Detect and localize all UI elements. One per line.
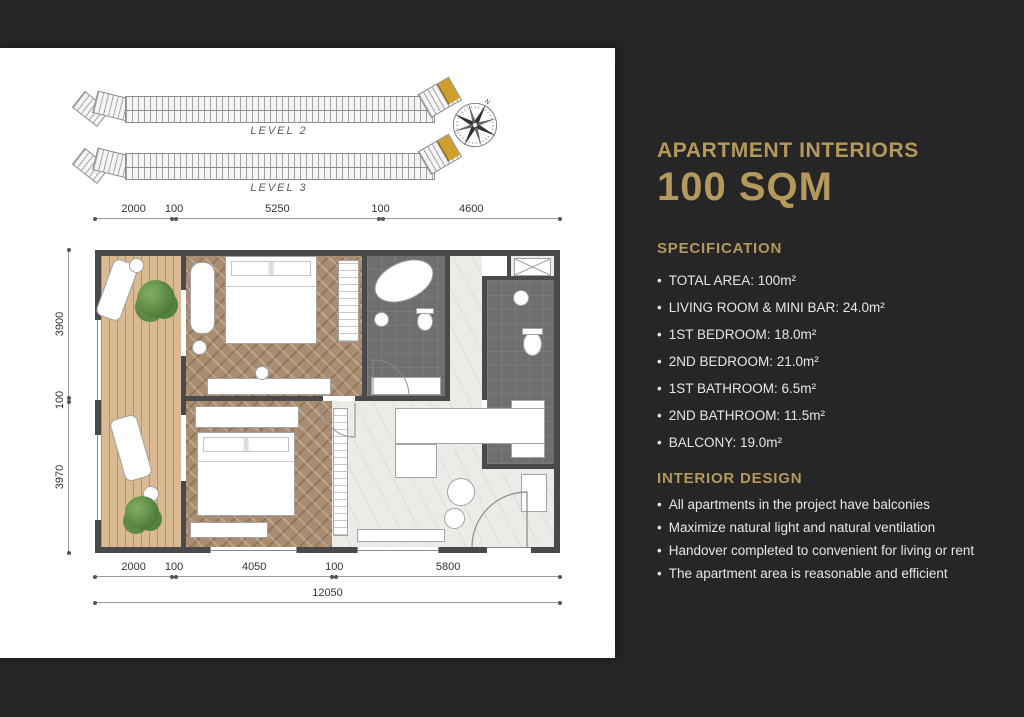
page-title: APARTMENT INTERIORS (657, 139, 919, 162)
bullet-icon: • (657, 408, 662, 423)
dim-label: 3900 (54, 311, 66, 337)
dim-label: 12050 (312, 587, 343, 599)
bedroom-door-arc (319, 401, 357, 439)
specification-list (657, 267, 997, 456)
spec-item (657, 294, 997, 321)
dim-label: 100 (54, 390, 66, 410)
bullet-icon: • (657, 566, 662, 581)
dimension-line-bottom (95, 560, 560, 577)
bed-2 (197, 432, 295, 516)
interior-design-list (657, 493, 997, 585)
compass-north-label: N (483, 98, 491, 107)
dimension-line-top (95, 202, 560, 219)
bullet-icon: • (657, 381, 662, 396)
spec-item (657, 402, 997, 429)
sink (374, 312, 389, 327)
window (357, 547, 439, 553)
wall (445, 256, 450, 396)
info-panel (657, 139, 997, 585)
design-item-text: All apartments in the project have balconies (668, 497, 930, 512)
level-label: LEVEL 2 (250, 125, 308, 137)
design-item-text: Handover completed to convenient for living or rent (668, 543, 975, 558)
dim-segment (336, 560, 560, 576)
compass-rose-icon (448, 98, 502, 152)
wall (554, 250, 560, 553)
bed-1 (225, 256, 317, 344)
spec-item-text: 2ND BATHROOM: 11.5m² (668, 408, 826, 423)
bathroom-door-arc (371, 358, 411, 398)
hallway (450, 256, 482, 401)
spec-item-text: TOTAL AREA: 100m² (668, 273, 797, 288)
spec-item-text: 2ND BEDROOM: 21.0m² (668, 354, 819, 369)
sofa-chaise (395, 444, 437, 478)
design-item (657, 562, 997, 585)
dim-segment (95, 202, 172, 218)
wall (95, 250, 560, 256)
dim-segment (52, 402, 68, 553)
spec-item (657, 348, 997, 375)
sofa-bench (195, 406, 299, 428)
dim-segment (52, 250, 68, 398)
dimension-line-left (52, 250, 69, 553)
dim-label: 5800 (435, 561, 461, 573)
apartment-floorplan (95, 250, 560, 553)
specification-heading: SPECIFICATION (657, 240, 783, 257)
bullet-icon: • (657, 543, 662, 558)
spec-item-text: 1ST BEDROOM: 18.0m² (668, 327, 817, 342)
sink (513, 290, 529, 306)
wall (482, 464, 554, 469)
bullet-icon: • (657, 435, 662, 450)
dim-label: 100 (164, 561, 184, 573)
building-strip (125, 96, 435, 123)
specification-section (657, 240, 997, 456)
spec-item (657, 375, 997, 402)
design-item-text: Maximize natural light and natural ventilation (668, 520, 936, 535)
level-3-diagram (55, 151, 485, 197)
dim-label: 3970 (54, 465, 66, 490)
x-rack-icon (515, 259, 550, 275)
spec-item (657, 429, 997, 456)
floorplan-card (0, 48, 615, 658)
dim-label: 4600 (458, 203, 484, 215)
design-item (657, 493, 997, 516)
sliding-door (181, 415, 186, 481)
wall (507, 256, 511, 278)
wall (362, 256, 367, 396)
bullet-icon: • (657, 300, 662, 315)
bullet-icon: • (657, 327, 662, 342)
chaise-chair (190, 262, 215, 334)
spec-item-text: BALCONY: 19.0m² (668, 435, 783, 450)
dim-segment (95, 586, 560, 602)
entry-door-arc (431, 488, 535, 550)
window (95, 435, 101, 520)
toilet (417, 312, 433, 331)
interior-design-heading: INTERIOR DESIGN (657, 470, 803, 487)
plant (137, 280, 175, 318)
sofa (395, 408, 545, 444)
dim-label: 100 (325, 561, 344, 573)
wardrobe (338, 260, 359, 342)
toilet (523, 332, 542, 356)
plant (125, 496, 159, 530)
desk-chair (255, 366, 269, 380)
dim-label: 4050 (241, 561, 267, 573)
dim-label: 2000 (121, 561, 146, 573)
side-table (129, 258, 144, 273)
design-item (657, 516, 997, 539)
building-strip (125, 153, 435, 180)
spec-item-text: LIVING ROOM & MINI BAR: 24.0m² (668, 300, 885, 315)
bullet-icon: • (657, 273, 662, 288)
sliding-door (181, 290, 186, 356)
design-item (657, 539, 997, 562)
level-diagrams (55, 94, 485, 204)
dim-segment (176, 560, 332, 576)
design-item-text: The apartment area is reasonable and efficient (668, 566, 948, 581)
window (95, 320, 101, 400)
dim-label: 5250 (265, 203, 290, 215)
dim-segment (383, 202, 560, 218)
desk-console (207, 378, 331, 395)
dim-label: 100 (371, 203, 390, 215)
toilet-tank (416, 308, 434, 314)
interior-design-section (657, 470, 997, 585)
luggage-rack (514, 258, 551, 276)
dim-segment (95, 560, 172, 576)
dim-label: 100 (164, 203, 184, 215)
stool (192, 340, 207, 355)
spec-item (657, 267, 997, 294)
bullet-icon: • (657, 520, 662, 535)
bullet-icon: • (657, 497, 662, 512)
dimension-line-total (95, 586, 560, 603)
toilet-tank (522, 328, 543, 335)
console (190, 522, 268, 538)
level-2-diagram (55, 94, 485, 140)
level-label: LEVEL 3 (250, 182, 308, 194)
spec-item-text: 1ST BATHROOM: 6.5m² (668, 381, 817, 396)
spec-item (657, 321, 997, 348)
dim-segment (176, 202, 379, 218)
dim-label: 2000 (121, 203, 146, 215)
window (210, 547, 297, 553)
bullet-icon: • (657, 354, 662, 369)
page-subtitle: 100 SQM (657, 165, 833, 209)
